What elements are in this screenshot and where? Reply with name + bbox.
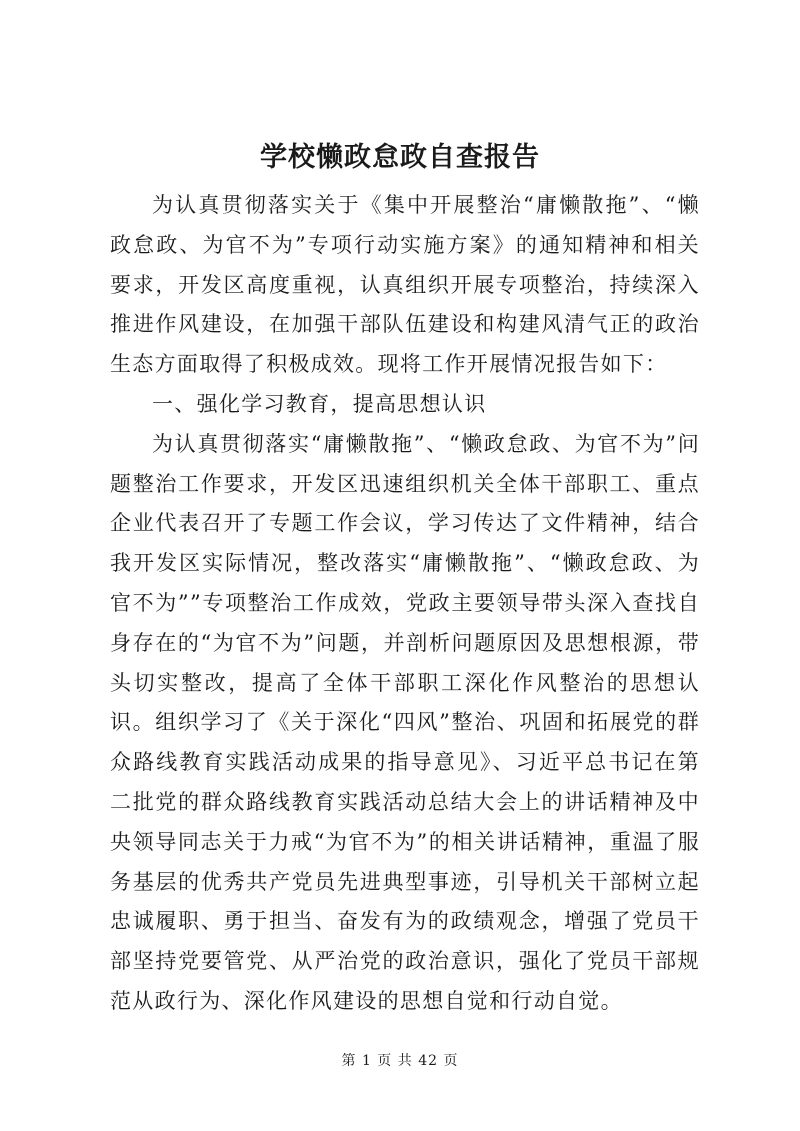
- paragraph-intro: 为认真贯彻落实关于《集中开展整治“庸懒散拖”、“懒政怠政、为官不为”专项行动实施方案》的通知精神和相关要求，开发区高度重视，认真组织开展专项整治，持续深入推进作风建设，在加强干部队伍建设和构建风清气正的政治生态方面取得了积极成效。现将工作开展情况报告如下：: [110, 193, 700, 377]
- document-title: 学校懒政怠政自查报告: [260, 142, 540, 173]
- paragraph-section-1: 为认真贯彻落实“庸懒散拖”、“懒政怠政、为官不为”问题整治工作要求，开发区迅速组织机关全体干部职工、重点企业代表召开了专题工作会议，学习传达了文件精神，结合我开发区实际情况，整改落实“庸懒散拖”、“懒政怠政、为官不为””专项整治工作成效，党政主要领导带头深入查找自身存在的“为官不为”问题，并剖析问题原因及思想根源，带头切实整改，提高了全体干部职工深化作风整治的思想认识。组织学习了《关于深化“四风”整治、巩固和拓展党的群众路线教育实践活动成果的指导意见》、习近平总书记在第二批党的群众路线教育实践活动总结大会上的讲话精神及中央领导同志关于力戒“为官不为”的相关讲话精神，重温了服务基层的优秀共产党员先进典型事迹，引导机关干部树立起忠诚履职、勇于担当、奋发有为的政绩观念，增强了党员干部坚持党要管党、从严治党的政治意识，强化了党员干部规范从政行为、深化作风建设的思想自觉和行动自觉。: [110, 431, 700, 1013]
- page-number-footer: 第 1 页 共 42 页: [341, 1053, 459, 1069]
- section-heading-1: 一、强化学习教育，提高思想认识: [152, 391, 487, 416]
- document-body: [110, 186, 700, 1022]
